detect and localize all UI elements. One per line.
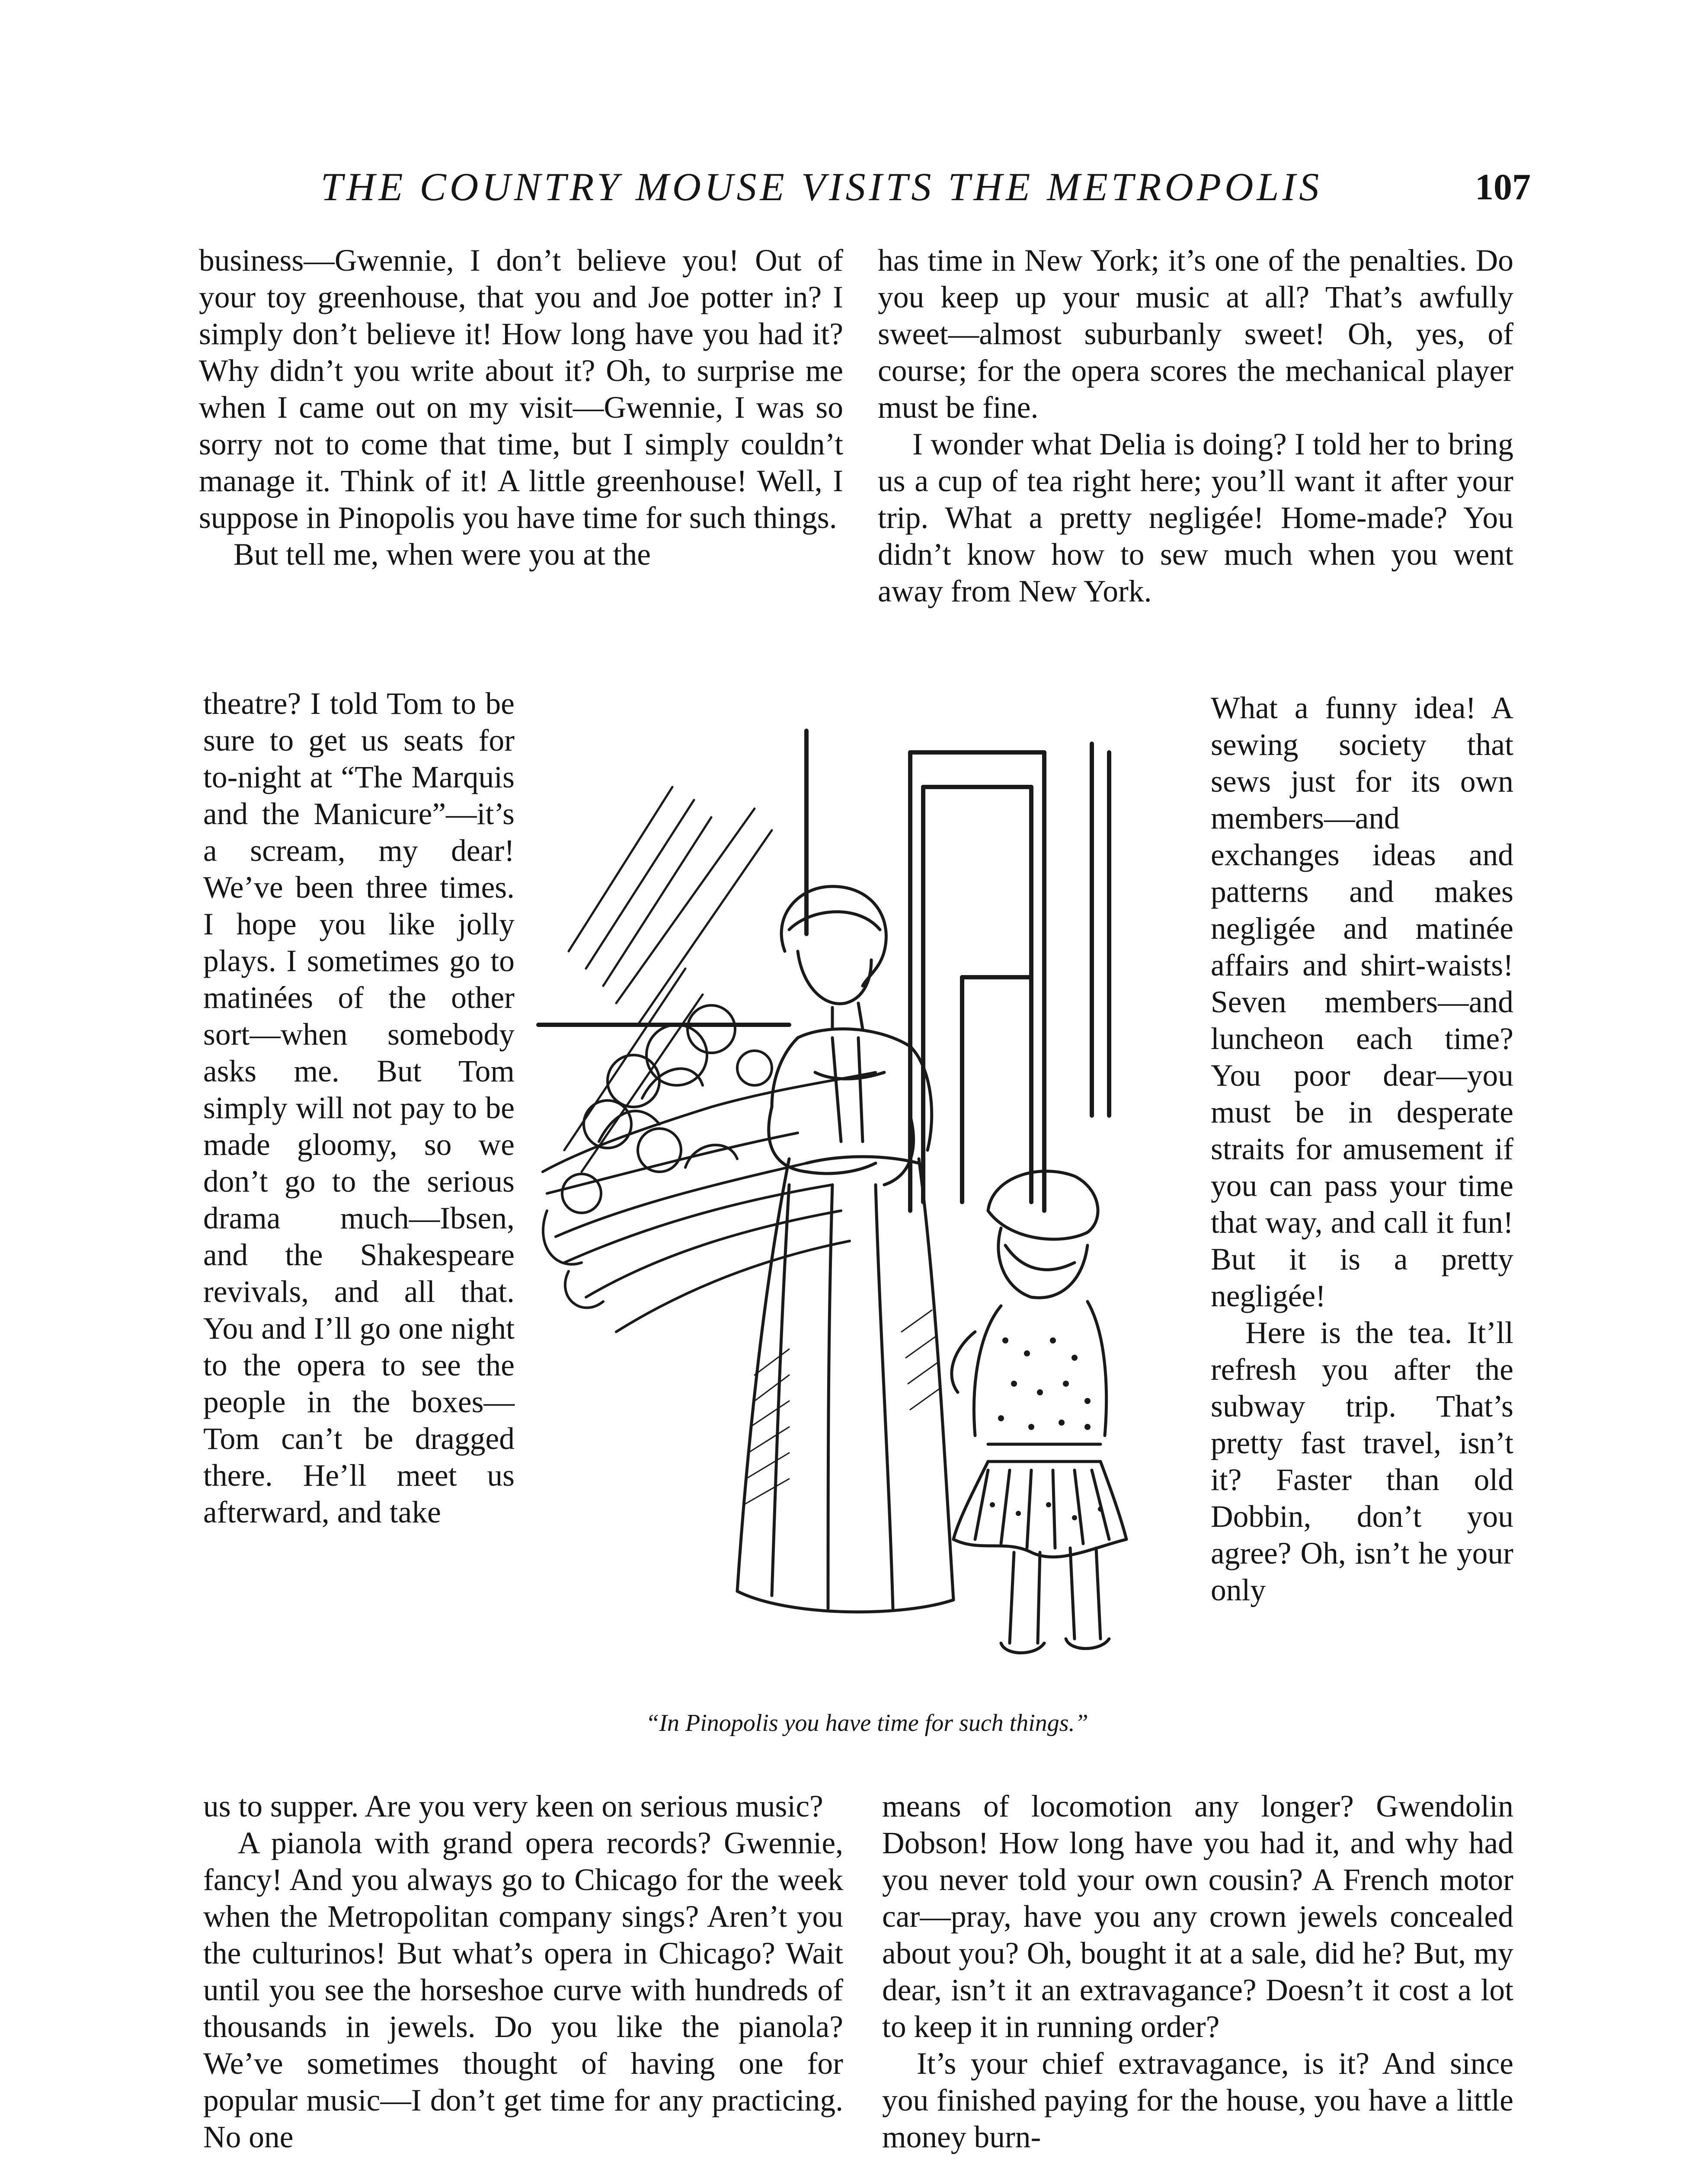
right-column-bottom bbox=[882, 1788, 1513, 2156]
running-head bbox=[199, 161, 1531, 221]
paragraph: I wonder what Delia is doing? I told her to bring us a cup of tea right here; you’ll want it after your trip. What a pretty negligée! Home-made? You didn’t know how to sew much when you went away from New York. bbox=[878, 427, 1513, 608]
paragraph: But tell me, when were you at the bbox=[233, 537, 651, 572]
right-column-narrow bbox=[1211, 690, 1513, 1609]
paragraph: us to supper. Are you very keen on serious music? bbox=[203, 1789, 823, 1823]
paragraph: theatre? I told Tom to be sure to get us seats for to-night at “The Marquis and the Manicure”—it’s a scream, my dear! We’ve been three times. I hope you like jolly plays. I sometimes go to matinées of the other sort—when somebody asks me. But Tom simply will not pay to be made gloomy, so we don’t go to the serious drama much—Ibsen, and the Shakespeare revivals, and all that. You and I’ll go one night to the opera to see the people in the boxes—Tom can’t be dragged there. He’ll meet us afterward, and take bbox=[203, 687, 515, 1529]
woman-and-child-in-greenhouse-drawing bbox=[530, 726, 1204, 1721]
page-number: 107 bbox=[1475, 166, 1531, 208]
left-column-top bbox=[199, 242, 843, 573]
right-column-top bbox=[878, 242, 1513, 610]
left-column-narrow bbox=[203, 685, 515, 1531]
paragraph: What a funny idea! A sewing society that sews just for its own members—and exchanges ideas and patterns and makes negligée and matinée affairs and shirt-waists! Seven members—and luncheon each time? You poor dear—you must be in desperate straits for amusement if you can pass your time that way, and call it fun! But it is a pretty negligée! bbox=[1211, 691, 1513, 1313]
paragraph: Here is the tea. It’ll refresh you after the subway trip. That’s pretty fast travel, isn’t it? Faster than old Dobbin, don’t you agree? Oh, isn’t he your only bbox=[1211, 1316, 1513, 1607]
paragraph: It’s your chief extravagance, is it? And since you finished paying for the house, you have a little money burn- bbox=[882, 2047, 1513, 2154]
illustration bbox=[530, 726, 1204, 1721]
running-title: THE COUNTRY MOUSE VISITS THE METROPOLIS bbox=[320, 165, 1323, 209]
illustration-caption: “In Pinopolis you have time for such things.” bbox=[646, 1710, 1088, 1737]
paragraph: A pianola with grand opera records? Gwennie, fancy! And you always go to Chicago for the week when the Metropolitan company sings? Aren’t you the culturinos! But what’s opera in Chicago? Wait until you see the horseshoe curve with hundreds of thousands in jewels. Do you like the pianola? We’ve sometimes thought of having one for popular music—I don’t get time for any practicing. No one bbox=[203, 1826, 843, 2154]
left-column-bottom bbox=[203, 1788, 843, 2156]
paragraph: business—Gwennie, I don’t believe you! Out of your toy greenhouse, that you and Joe potter in? I simply don’t believe it! How long have you had it? Why didn’t you write about it? Oh, to surprise me when I came out on my visit—Gwennie, I was so sorry not to come that time, but I simply couldn’t manage it. Think of it! A little greenhouse! Well, I suppose in Pinopolis you have time for such things. bbox=[199, 243, 843, 535]
paragraph: means of locomotion any longer? Gwendolin Dobson! How long have you had it, and why had you never told your own cousin? A French motor car—pray, have you any crown jewels concealed about you? Oh, bought it at a sale, did he? But, my dear, isn’t it an extravagance? Doesn’t it cost a lot to keep it in running order? bbox=[882, 1789, 1513, 2044]
paragraph: has time in New York; it’s one of the penalties. Do you keep up your music at all? That’s awfully sweet—almost suburbanly sweet! Oh, yes, of course; for the opera scores the mechanical player must be fine. bbox=[878, 243, 1513, 425]
